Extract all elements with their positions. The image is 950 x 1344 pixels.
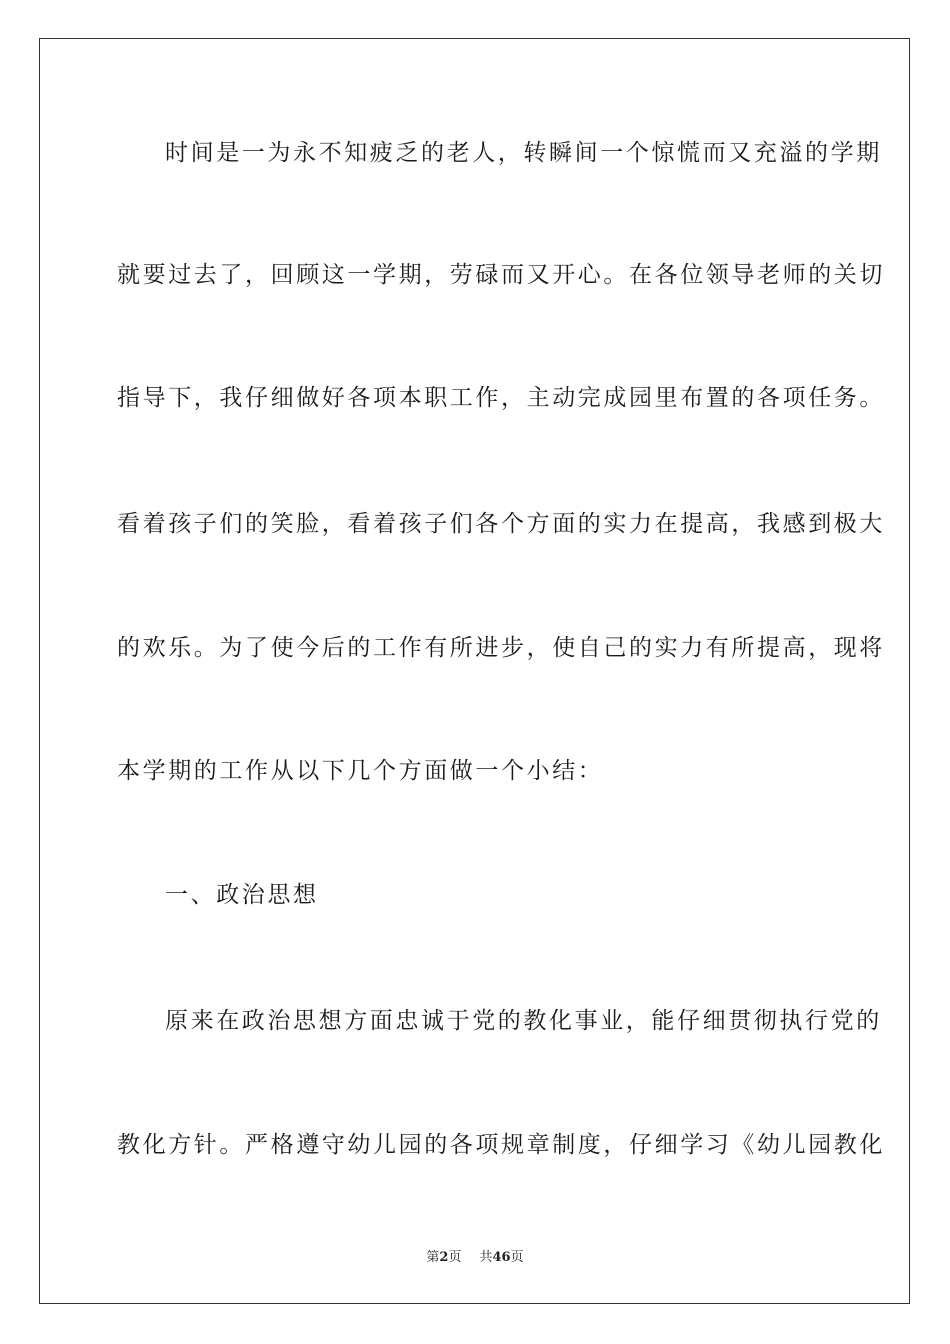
paragraph-line: 指导下，我仔细做好各项本职工作，主动完成园里布置的各项任务。 [117,385,885,411]
page-footer [0,1246,950,1265]
page-prefix: 第 [426,1250,440,1265]
paragraph-line: 就要过去了，回顾这一学期，劳碌而又开心。在各位领导老师的关切 [117,262,885,288]
paragraph-line: 教化方针。严格遵守幼儿园的各项规章制度，仔细学习《幼儿园教化 [117,1132,885,1158]
page-number: 2 [439,1250,449,1265]
paragraph-line: 看着孩子们的笑脸，看着孩子们各个方面的实力在提高，我感到极大 [117,511,885,537]
section-heading: 一、政治思想 [165,882,319,908]
total-pages: 46 [492,1250,511,1265]
total-suffix: 页 [510,1250,524,1265]
page-border [39,38,910,1304]
paragraph-line: 原来在政治思想方面忠诚于党的教化事业，能仔细贯彻执行党的 [165,1008,882,1034]
paragraph-line: 时间是一为永不知疲乏的老人，转瞬间一个惊慌而又充溢的学期 [165,140,882,166]
total-prefix: 共 [479,1250,493,1265]
paragraph-line: 本学期的工作从以下几个方面做一个小结： [117,758,604,784]
paragraph-line: 的欢乐。为了使今后的工作有所进步，使自己的实力有所提高，现将 [117,635,885,661]
page-suffix: 页 [448,1250,462,1265]
